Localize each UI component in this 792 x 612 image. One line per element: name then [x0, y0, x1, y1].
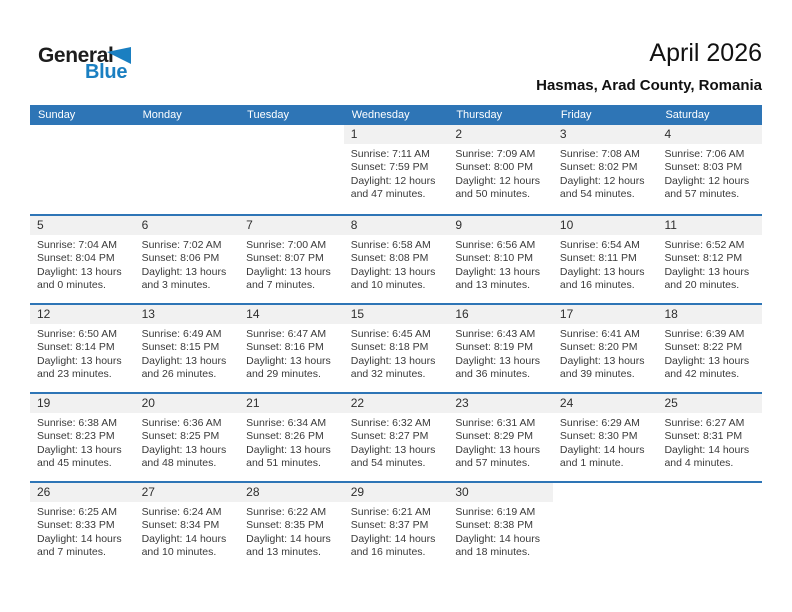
day-number: 17: [553, 305, 658, 324]
empty-day-cell: [553, 483, 658, 570]
daylight-text-line1: Daylight: 13 hours: [455, 265, 540, 278]
sunset-text: Sunset: 8:22 PM: [664, 341, 743, 354]
sunset-text: Sunset: 8:35 PM: [246, 519, 324, 532]
empty-day-cell: [657, 483, 762, 570]
week-row: [30, 214, 762, 303]
day-details: [448, 324, 553, 382]
day-cell: [657, 125, 762, 214]
day-cell: [553, 216, 658, 303]
sunset-text: Sunset: 8:30 PM: [559, 430, 638, 443]
daylight-text-line2: and 54 minutes.: [559, 188, 635, 201]
sunrise-text: Sunrise: 6:32 AM: [350, 417, 431, 429]
day-number: [657, 483, 762, 502]
sunrise-text: Sunrise: 6:41 AM: [559, 328, 640, 340]
day-number: 4: [657, 125, 762, 144]
day-details: [344, 502, 449, 560]
day-number: 20: [135, 394, 240, 413]
daylight-text-line2: and 20 minutes.: [664, 279, 740, 292]
daylight-text-line2: and 7 minutes.: [246, 279, 316, 292]
day-details: [30, 502, 135, 560]
empty-day-cell: [135, 125, 240, 214]
sunrise-text: Sunrise: 7:04 AM: [37, 239, 117, 251]
sunset-text: Sunset: 8:23 PM: [37, 430, 115, 443]
day-details: [657, 324, 762, 382]
sunrise-text: Sunrise: 6:43 AM: [455, 328, 536, 340]
day-details: [239, 324, 344, 382]
sunrise-text: Sunrise: 6:52 AM: [664, 239, 745, 251]
sunset-text: Sunset: 8:07 PM: [246, 252, 324, 265]
day-details: [553, 235, 658, 293]
sunrise-text: Sunrise: 6:38 AM: [37, 417, 117, 429]
day-number: 5: [30, 216, 135, 235]
sunset-text: Sunset: 8:04 PM: [37, 252, 115, 265]
sunrise-text: Sunrise: 6:36 AM: [141, 417, 222, 429]
day-details: [344, 144, 449, 202]
daylight-text-line1: Daylight: 13 hours: [559, 354, 645, 367]
daylight-text-line1: Daylight: 13 hours: [141, 443, 227, 456]
daylight-text-line2: and 50 minutes.: [455, 188, 531, 201]
daylight-text-line1: Daylight: 13 hours: [141, 265, 227, 278]
day-details: [239, 235, 344, 293]
sunset-text: Sunset: 8:16 PM: [246, 341, 324, 354]
day-number: 24: [553, 394, 658, 413]
day-details: [657, 413, 762, 471]
daylight-text-line1: Daylight: 14 hours: [664, 443, 750, 456]
week-row: [30, 392, 762, 481]
sunset-text: Sunset: 8:31 PM: [664, 430, 743, 443]
weekday-header: Monday: [142, 109, 182, 121]
daylight-text-line2: and 42 minutes.: [664, 368, 740, 381]
daylight-text-line1: Daylight: 13 hours: [559, 265, 645, 278]
day-number: 21: [239, 394, 344, 413]
day-cell: [344, 216, 449, 303]
day-cell: [135, 483, 240, 570]
day-cell: [239, 305, 344, 392]
sunrise-text: Sunrise: 6:24 AM: [141, 506, 222, 518]
empty-day-cell: [30, 125, 135, 214]
sunrise-text: Sunrise: 7:06 AM: [664, 148, 745, 160]
sunset-text: Sunset: 8:00 PM: [455, 161, 533, 174]
day-details: [553, 413, 658, 471]
week-row: [30, 125, 762, 214]
daylight-text-line1: Daylight: 14 hours: [141, 532, 227, 545]
day-number: 2: [448, 125, 553, 144]
day-number: 9: [448, 216, 553, 235]
empty-day-cell: [239, 125, 344, 214]
sunset-text: Sunset: 8:15 PM: [141, 341, 220, 354]
daylight-text-line1: Daylight: 14 hours: [37, 532, 122, 545]
sunset-text: Sunset: 8:11 PM: [559, 252, 637, 265]
day-number: 19: [30, 394, 135, 413]
day-details: [30, 235, 135, 293]
day-cell: [344, 125, 449, 214]
sunset-text: Sunset: 8:18 PM: [350, 341, 429, 354]
daylight-text-line2: and 18 minutes.: [455, 546, 531, 559]
calendar-table: [30, 105, 762, 570]
day-cell: [448, 394, 553, 481]
day-number: 12: [30, 305, 135, 324]
day-cell: [448, 125, 553, 214]
daylight-text-line1: Daylight: 14 hours: [350, 532, 436, 545]
daylight-text-line2: and 48 minutes.: [141, 457, 217, 470]
day-number: 6: [135, 216, 240, 235]
daylight-text-line2: and 0 minutes.: [37, 279, 106, 292]
day-details: [30, 324, 135, 382]
sunrise-text: Sunrise: 6:54 AM: [559, 239, 640, 251]
day-cell: [344, 305, 449, 392]
day-cell: [657, 394, 762, 481]
weekday-header: Thursday: [456, 109, 503, 121]
sunrise-text: Sunrise: 6:58 AM: [350, 239, 431, 251]
day-cell: [135, 305, 240, 392]
sunset-text: Sunset: 8:03 PM: [664, 161, 743, 174]
day-cell: [30, 216, 135, 303]
calendar-grid: [30, 125, 762, 570]
daylight-text-line1: Daylight: 12 hours: [559, 174, 645, 187]
day-number: [135, 125, 240, 144]
calendar-location: Hasmas, Arad County, Romania: [536, 77, 762, 94]
day-cell: [239, 216, 344, 303]
sunrise-text: Sunrise: 6:21 AM: [350, 506, 431, 518]
day-number: 23: [448, 394, 553, 413]
daylight-text-line2: and 26 minutes.: [141, 368, 217, 381]
sunrise-text: Sunrise: 7:09 AM: [455, 148, 536, 160]
week-row: [30, 303, 762, 392]
sunset-text: Sunset: 8:37 PM: [350, 519, 429, 532]
daylight-text-line2: and 1 minute.: [559, 457, 624, 470]
sunset-text: Sunset: 8:14 PM: [37, 341, 115, 354]
daylight-text-line1: Daylight: 12 hours: [350, 174, 436, 187]
weekday-header: Saturday: [665, 109, 710, 121]
sunset-text: Sunset: 8:10 PM: [455, 252, 533, 265]
sunrise-text: Sunrise: 6:49 AM: [141, 328, 222, 340]
daylight-text-line1: Daylight: 13 hours: [246, 443, 331, 456]
day-cell: [344, 394, 449, 481]
daylight-text-line2: and 7 minutes.: [37, 546, 106, 559]
day-cell: [135, 394, 240, 481]
daylight-text-line2: and 10 minutes.: [141, 546, 217, 559]
day-cell: [30, 305, 135, 392]
day-number: 13: [135, 305, 240, 324]
calendar-title: April 2026: [649, 39, 762, 67]
sunrise-text: Sunrise: 7:02 AM: [141, 239, 222, 251]
daylight-text-line2: and 10 minutes.: [350, 279, 426, 292]
day-number: 3: [553, 125, 658, 144]
day-details: [344, 235, 449, 293]
day-number: [30, 125, 135, 144]
sunset-text: Sunset: 8:06 PM: [141, 252, 220, 265]
day-cell: [30, 483, 135, 570]
day-number: 29: [344, 483, 449, 502]
day-cell: [30, 394, 135, 481]
day-details: [553, 144, 658, 202]
sunrise-text: Sunrise: 6:56 AM: [455, 239, 536, 251]
daylight-text-line1: Daylight: 13 hours: [37, 354, 122, 367]
daylight-text-line2: and 29 minutes.: [246, 368, 321, 381]
sunrise-text: Sunrise: 6:31 AM: [455, 417, 536, 429]
sunrise-text: Sunrise: 7:08 AM: [559, 148, 640, 160]
daylight-text-line1: Daylight: 12 hours: [664, 174, 750, 187]
weekday-header: Tuesday: [247, 109, 289, 121]
sunset-text: Sunset: 8:26 PM: [246, 430, 324, 443]
day-number: 18: [657, 305, 762, 324]
daylight-text-line1: Daylight: 13 hours: [141, 354, 227, 367]
daylight-text-line1: Daylight: 14 hours: [559, 443, 645, 456]
day-details: [135, 502, 240, 560]
day-number: 11: [657, 216, 762, 235]
daylight-text-line1: Daylight: 13 hours: [664, 265, 750, 278]
day-details: [448, 144, 553, 202]
sunrise-text: Sunrise: 6:27 AM: [664, 417, 745, 429]
day-details: [30, 413, 135, 471]
daylight-text-line1: Daylight: 14 hours: [455, 532, 540, 545]
day-number: 10: [553, 216, 658, 235]
daylight-text-line2: and 39 minutes.: [559, 368, 635, 381]
daylight-text-line1: Daylight: 13 hours: [664, 354, 750, 367]
day-cell: [448, 483, 553, 570]
day-details: [135, 413, 240, 471]
sunset-text: Sunset: 8:33 PM: [37, 519, 115, 532]
weekday-header-row: [30, 105, 762, 125]
logo-text-blue: Blue: [85, 61, 128, 83]
day-cell: [239, 394, 344, 481]
daylight-text-line1: Daylight: 13 hours: [455, 443, 540, 456]
day-number: 7: [239, 216, 344, 235]
day-number: 25: [657, 394, 762, 413]
week-row: [30, 481, 762, 570]
daylight-text-line1: Daylight: 13 hours: [246, 354, 331, 367]
day-number: [553, 483, 658, 502]
daylight-text-line1: Daylight: 13 hours: [455, 354, 540, 367]
sunset-text: Sunset: 8:02 PM: [559, 161, 638, 174]
daylight-text-line2: and 16 minutes.: [350, 546, 426, 559]
sunset-text: Sunset: 8:20 PM: [559, 341, 638, 354]
day-cell: [239, 483, 344, 570]
day-cell: [657, 305, 762, 392]
daylight-text-line2: and 57 minutes.: [664, 188, 740, 201]
day-number: [239, 125, 344, 144]
day-number: 22: [344, 394, 449, 413]
daylight-text-line1: Daylight: 13 hours: [37, 443, 122, 456]
day-details: [657, 235, 762, 293]
daylight-text-line2: and 13 minutes.: [455, 279, 531, 292]
day-number: 8: [344, 216, 449, 235]
logo: [38, 44, 158, 86]
day-details: [344, 413, 449, 471]
day-number: 26: [30, 483, 135, 502]
sunrise-text: Sunrise: 7:11 AM: [350, 148, 430, 160]
daylight-text-line1: Daylight: 13 hours: [37, 265, 122, 278]
sunset-text: Sunset: 8:08 PM: [350, 252, 429, 265]
day-number: 1: [344, 125, 449, 144]
sunrise-text: Sunrise: 6:39 AM: [664, 328, 745, 340]
daylight-text-line2: and 45 minutes.: [37, 457, 112, 470]
sunrise-text: Sunrise: 6:47 AM: [246, 328, 327, 340]
daylight-text-line2: and 23 minutes.: [37, 368, 112, 381]
daylight-text-line2: and 36 minutes.: [455, 368, 531, 381]
sunrise-text: Sunrise: 6:45 AM: [350, 328, 431, 340]
day-number: 14: [239, 305, 344, 324]
daylight-text-line2: and 16 minutes.: [559, 279, 635, 292]
sunset-text: Sunset: 8:12 PM: [664, 252, 743, 265]
daylight-text-line2: and 3 minutes.: [141, 279, 211, 292]
day-details: [657, 144, 762, 202]
weekday-header: Friday: [560, 109, 592, 121]
day-cell: [553, 125, 658, 214]
daylight-text-line1: Daylight: 13 hours: [350, 265, 436, 278]
sunrise-text: Sunrise: 6:34 AM: [246, 417, 327, 429]
daylight-text-line1: Daylight: 13 hours: [350, 354, 436, 367]
daylight-text-line2: and 32 minutes.: [350, 368, 426, 381]
day-cell: [448, 216, 553, 303]
day-cell: [553, 305, 658, 392]
daylight-text-line1: Daylight: 12 hours: [455, 174, 540, 187]
day-number: 27: [135, 483, 240, 502]
sunset-text: Sunset: 8:19 PM: [455, 341, 533, 354]
day-details: [135, 324, 240, 382]
day-details: [135, 235, 240, 293]
day-number: 16: [448, 305, 553, 324]
day-cell: [553, 394, 658, 481]
daylight-text-line2: and 13 minutes.: [246, 546, 321, 559]
day-cell: [657, 216, 762, 303]
day-details: [239, 413, 344, 471]
day-details: [448, 235, 553, 293]
sunrise-text: Sunrise: 6:50 AM: [37, 328, 117, 340]
day-number: 30: [448, 483, 553, 502]
daylight-text-line2: and 47 minutes.: [350, 188, 426, 201]
daylight-text-line1: Daylight: 13 hours: [350, 443, 436, 456]
daylight-text-line1: Daylight: 13 hours: [246, 265, 331, 278]
day-cell: [344, 483, 449, 570]
sunset-text: Sunset: 7:59 PM: [350, 161, 429, 174]
sunrise-text: Sunrise: 6:19 AM: [455, 506, 536, 518]
sunset-text: Sunset: 8:27 PM: [350, 430, 429, 443]
day-details: [239, 502, 344, 560]
weekday-header: Wednesday: [351, 109, 410, 121]
daylight-text-line1: Daylight: 14 hours: [246, 532, 331, 545]
sunrise-text: Sunrise: 6:22 AM: [246, 506, 327, 518]
day-details: [448, 413, 553, 471]
day-number: 28: [239, 483, 344, 502]
daylight-text-line2: and 57 minutes.: [455, 457, 531, 470]
daylight-text-line2: and 54 minutes.: [350, 457, 426, 470]
daylight-text-line2: and 51 minutes.: [246, 457, 321, 470]
day-cell: [448, 305, 553, 392]
sunrise-text: Sunrise: 6:25 AM: [37, 506, 117, 518]
day-details: [553, 324, 658, 382]
sunset-text: Sunset: 8:25 PM: [141, 430, 220, 443]
day-cell: [135, 216, 240, 303]
sunrise-text: Sunrise: 7:00 AM: [246, 239, 327, 251]
sunset-text: Sunset: 8:34 PM: [141, 519, 220, 532]
sunset-text: Sunset: 8:38 PM: [455, 519, 533, 532]
day-details: [344, 324, 449, 382]
sunrise-text: Sunrise: 6:29 AM: [559, 417, 640, 429]
sunset-text: Sunset: 8:29 PM: [455, 430, 533, 443]
daylight-text-line2: and 4 minutes.: [664, 457, 734, 470]
logo-text-general: General: [38, 44, 114, 67]
day-details: [448, 502, 553, 560]
title-block: [536, 38, 762, 94]
weekday-header: Sunday: [38, 109, 76, 121]
day-number: 15: [344, 305, 449, 324]
